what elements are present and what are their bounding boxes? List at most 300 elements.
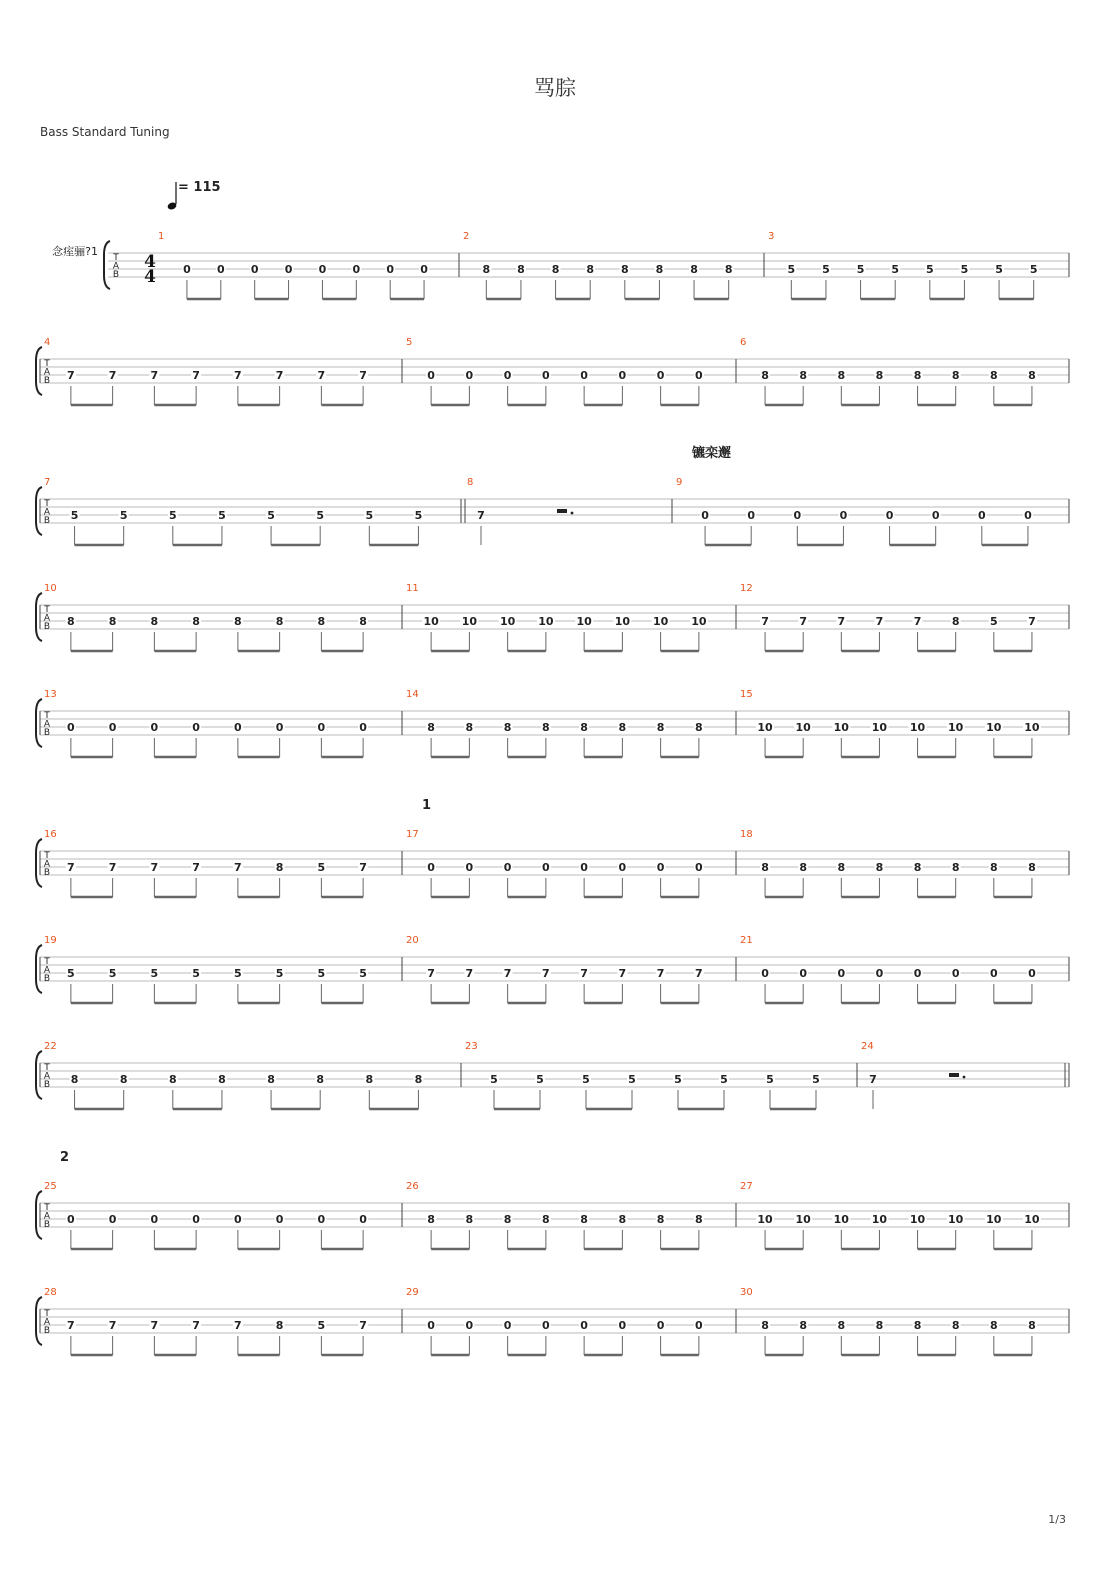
tab-note: 0: [275, 1213, 284, 1226]
tab-note: 0: [701, 509, 709, 522]
tab-note: 10: [948, 1213, 964, 1226]
tab-note: 8: [837, 369, 846, 382]
tab-note: 0: [656, 1319, 665, 1332]
tab-note: 0: [1024, 509, 1032, 522]
measure-number: 10: [44, 583, 57, 594]
tab-note: 8: [951, 861, 960, 874]
tab-note: 8: [267, 1073, 275, 1086]
tab-note: 8: [580, 721, 588, 734]
tab-note: 8: [724, 263, 733, 276]
tab-note: 10: [538, 615, 554, 628]
tab-note: 7: [108, 861, 117, 874]
tab-note: 8: [275, 1319, 284, 1332]
tab-note: 7: [234, 861, 242, 874]
time-signature-bottom: 4: [144, 267, 156, 287]
tab-note: 0: [695, 861, 703, 874]
tab-clef-letter: B: [43, 1080, 51, 1090]
tab-note: 0: [837, 967, 846, 980]
tab-note: 0: [108, 1213, 117, 1226]
tab-note: 0: [427, 369, 435, 382]
tab-note: 8: [503, 721, 512, 734]
tab-note: 10: [461, 615, 478, 628]
tab-note: 5: [108, 967, 117, 980]
measure-number: 20: [406, 935, 419, 946]
tab-note: 5: [925, 263, 934, 276]
tab-note: 0: [793, 509, 802, 522]
tab-note: 8: [656, 721, 665, 734]
tab-note: 8: [482, 263, 491, 276]
tab-note: 7: [427, 967, 435, 980]
tab-clef-letter: B: [43, 974, 51, 984]
tab-note: 8: [761, 369, 769, 382]
tab-clef-letter: B: [112, 270, 120, 280]
tab-note: 0: [465, 861, 474, 874]
tab-note: 8: [234, 615, 242, 628]
measure-number: 1: [158, 231, 165, 242]
tab-note: 0: [67, 1213, 75, 1226]
tab-note: 0: [695, 369, 703, 382]
measure-number: 16: [44, 829, 57, 840]
page-title: 骂腙: [534, 76, 576, 100]
measure-number: 28: [44, 1287, 57, 1298]
tab-note: 0: [427, 861, 435, 874]
tab-note: 7: [234, 1319, 242, 1332]
tab-note: 0: [542, 861, 550, 874]
tab-note: 8: [799, 1319, 808, 1332]
tab-note: 5: [787, 263, 796, 276]
tab-clef-letter: B: [43, 376, 51, 386]
measure-number: 15: [740, 689, 753, 700]
tab-note: 7: [150, 369, 159, 382]
tab-note: 7: [542, 967, 550, 980]
tab-note: 0: [465, 1319, 474, 1332]
tab-note: 7: [618, 967, 627, 980]
tab-note: 10: [986, 721, 1002, 734]
tab-note: 0: [695, 1319, 703, 1332]
tab-note: 8: [365, 1073, 374, 1086]
tab-note: 10: [757, 721, 773, 734]
tab-note: 7: [275, 369, 284, 382]
tab-note: 8: [799, 861, 808, 874]
tab-note: 5: [218, 509, 226, 522]
tab-note: 0: [284, 263, 293, 276]
tab-note: 5: [960, 263, 969, 276]
tab-note: 10: [871, 1213, 888, 1226]
tab-note: 0: [977, 509, 986, 522]
tab-note: 5: [628, 1073, 636, 1086]
system-bracket: [36, 1297, 42, 1345]
tab-note: 0: [150, 1213, 159, 1226]
tab-note: 7: [108, 1319, 117, 1332]
tab-note: 5: [536, 1073, 544, 1086]
tab-note: 8: [989, 369, 998, 382]
tab-note: 7: [108, 369, 117, 382]
system-bracket: [36, 945, 42, 993]
section-marker: 2: [60, 1150, 70, 1165]
tab-note: 0: [250, 263, 259, 276]
tab-note: 0: [503, 369, 512, 382]
tab-note: 8: [119, 1073, 128, 1086]
time-signature-top: 4: [144, 252, 156, 272]
measure-number: 7: [44, 477, 51, 488]
tab-note: 8: [690, 263, 698, 276]
tab-note: 8: [503, 1213, 512, 1226]
tab-note: 5: [70, 509, 79, 522]
tab-note: 8: [192, 615, 200, 628]
tab-note: 8: [618, 1213, 627, 1226]
tab-note: 0: [656, 369, 665, 382]
section-marker: 镳栾邂: [692, 446, 732, 461]
tab-note: 8: [656, 1213, 665, 1226]
tab-note: 7: [477, 509, 485, 522]
measure-number: 22: [44, 1041, 57, 1052]
tab-note: 8: [517, 263, 525, 276]
tab-note: 0: [192, 721, 200, 734]
tab-note: 7: [150, 1319, 159, 1332]
tab-note: 0: [108, 721, 117, 734]
tab-note: 0: [359, 721, 367, 734]
tab-note: 10: [423, 615, 439, 628]
tab-note: 10: [1024, 1213, 1040, 1226]
tab-clef-letter: A: [43, 859, 51, 870]
measure-number: 19: [44, 935, 57, 946]
tuning-label: Bass Standard Tuning: [40, 125, 170, 139]
tempo-value: = 115: [178, 180, 221, 195]
tab-clef-letter: A: [43, 1317, 51, 1328]
tab-note: 8: [913, 369, 922, 382]
system-bracket: [36, 839, 42, 887]
tab-note: 8: [108, 615, 117, 628]
tab-note: 5: [168, 509, 177, 522]
tab-note: 8: [317, 615, 326, 628]
tab-note: 0: [913, 967, 922, 980]
tab-note: 8: [799, 369, 808, 382]
measure-number: 27: [740, 1181, 753, 1192]
measure-number: 25: [44, 1181, 57, 1192]
tab-note: 0: [542, 1319, 550, 1332]
tab-note: 5: [766, 1073, 774, 1086]
tab-note: 8: [70, 1073, 79, 1086]
tab-note: 0: [580, 861, 588, 874]
tab-note: 0: [747, 509, 756, 522]
tab-note: 10: [833, 721, 849, 734]
tab-note: 5: [359, 967, 367, 980]
tab-note: 8: [542, 721, 550, 734]
tab-note: 8: [542, 1213, 550, 1226]
tab-note: 8: [150, 615, 159, 628]
tab-note: 5: [234, 967, 242, 980]
tab-note: 7: [875, 615, 884, 628]
tab-note: 7: [192, 861, 200, 874]
tab-clef-letter: A: [43, 613, 51, 624]
tab-note: 7: [67, 1319, 75, 1332]
tab-clef-letter: A: [43, 1071, 51, 1082]
measure-number: 30: [740, 1287, 753, 1298]
tab-note: 7: [799, 615, 808, 628]
half-rest: [557, 509, 567, 513]
tab-note: 0: [799, 967, 808, 980]
tab-note: 5: [119, 509, 128, 522]
tab-note: 8: [875, 861, 884, 874]
tab-note: 0: [317, 721, 326, 734]
tab-note: 0: [839, 509, 848, 522]
half-rest: [949, 1073, 959, 1077]
system-bracket: [36, 699, 42, 747]
tab-note: 0: [542, 369, 550, 382]
tab-note: 8: [1028, 861, 1036, 874]
tab-note: 0: [359, 1213, 367, 1226]
measure-number: 14: [406, 689, 419, 700]
tab-note: 0: [420, 263, 428, 276]
tab-note: 8: [580, 1213, 588, 1226]
tab-note: 10: [1024, 721, 1040, 734]
section-marker: 1: [422, 798, 432, 813]
measure-number: 18: [740, 829, 753, 840]
tab-clef-letter: T: [44, 359, 50, 369]
tab-note: 0: [503, 1319, 512, 1332]
dot: [571, 512, 574, 515]
tab-note: 5: [150, 967, 159, 980]
tab-note: 7: [869, 1073, 877, 1086]
tab-note: 7: [656, 967, 665, 980]
tab-note: 5: [67, 967, 75, 980]
tab-note: 10: [757, 1213, 773, 1226]
tab-note: 8: [913, 861, 922, 874]
tab-clef-letter: B: [43, 516, 51, 526]
tab-note: 8: [761, 1319, 769, 1332]
tab-note: 8: [316, 1073, 325, 1086]
tab-note: 7: [695, 967, 703, 980]
tab-clef-letter: T: [44, 499, 50, 509]
system-bracket: [104, 241, 110, 289]
page-number: 1/3: [1048, 1513, 1066, 1526]
tab-note: 7: [465, 967, 474, 980]
tab-note: 5: [317, 967, 326, 980]
tab-note: 5: [822, 263, 830, 276]
tab-note: 7: [913, 615, 922, 628]
tab-note: 5: [582, 1073, 590, 1086]
tab-note: 0: [618, 369, 627, 382]
tab-note: 0: [427, 1319, 435, 1332]
tab-note: 10: [614, 615, 631, 628]
tab-note: 8: [620, 263, 629, 276]
tab-note: 0: [318, 263, 327, 276]
tab-note: 10: [795, 1213, 811, 1226]
tab-note: 0: [951, 967, 960, 980]
measure-number: 8: [467, 477, 474, 488]
tab-clef-letter: T: [44, 1063, 50, 1073]
measure-number: 11: [406, 583, 419, 594]
tab-note: 0: [192, 1213, 200, 1226]
tab-note: 7: [359, 369, 367, 382]
tab-note: 7: [192, 1319, 200, 1332]
tab-note: 8: [875, 369, 884, 382]
tab-note: 10: [909, 721, 926, 734]
tab-clef-letter: B: [43, 1220, 51, 1230]
tab-note: 10: [576, 615, 592, 628]
measure-number: 23: [465, 1041, 478, 1052]
measure-number: 13: [44, 689, 57, 700]
tab-note: 8: [837, 1319, 846, 1332]
tab-note: 0: [656, 861, 665, 874]
tab-note: 8: [618, 721, 627, 734]
tab-note: 5: [674, 1073, 682, 1086]
tab-note: 7: [317, 369, 326, 382]
tab-note: 10: [691, 615, 707, 628]
measure-number: 9: [676, 477, 683, 488]
dot: [963, 1076, 966, 1079]
tab-note: 8: [1028, 1319, 1036, 1332]
tab-note: 0: [386, 263, 395, 276]
system-bracket: [36, 1191, 42, 1239]
tab-note: 8: [875, 1319, 884, 1332]
tab-note: 0: [580, 369, 588, 382]
tab-note: 10: [986, 1213, 1002, 1226]
tab-note: 8: [951, 369, 960, 382]
tab-note: 0: [234, 721, 242, 734]
tab-clef-letter: T: [113, 253, 119, 263]
tab-note: 8: [275, 615, 284, 628]
tab-note: 7: [359, 1319, 367, 1332]
tab-note: 8: [414, 1073, 423, 1086]
tab-note: 5: [414, 509, 423, 522]
tab-note: 8: [695, 1213, 703, 1226]
tab-note: 8: [67, 615, 75, 628]
tab-note: 8: [218, 1073, 226, 1086]
measure-number: 21: [740, 935, 753, 946]
tab-note: 7: [837, 615, 846, 628]
tab-note: 10: [499, 615, 516, 628]
tab-note: 8: [913, 1319, 922, 1332]
tab-note: 0: [67, 721, 75, 734]
tab-clef-letter: T: [44, 711, 50, 721]
tab-note: 0: [989, 967, 998, 980]
tab-note: 7: [67, 861, 75, 874]
tab-note: 7: [761, 615, 769, 628]
tab-note: 8: [465, 1213, 474, 1226]
tab-note: 0: [875, 967, 884, 980]
tab-clef-letter: B: [43, 868, 51, 878]
tab-note: 0: [275, 721, 284, 734]
tab-note: 10: [652, 615, 669, 628]
tab-note: 7: [67, 369, 75, 382]
tab-clef-letter: B: [43, 728, 51, 738]
measure-number: 26: [406, 1181, 419, 1192]
tab-clef-letter: B: [43, 1326, 51, 1336]
measure-number: 29: [406, 1287, 419, 1298]
tab-note: 0: [352, 263, 361, 276]
tab-clef-letter: T: [44, 1203, 50, 1213]
tab-note: 8: [168, 1073, 177, 1086]
tab-clef-letter: A: [112, 261, 120, 272]
tab-note: 0: [216, 263, 225, 276]
tab-note: 10: [948, 721, 964, 734]
tab-clef-letter: T: [44, 1309, 50, 1319]
tab-note: 7: [192, 369, 200, 382]
tab-note: 5: [490, 1073, 498, 1086]
tab-note: 8: [695, 721, 703, 734]
tab-note: 5: [365, 509, 374, 522]
tab-note: 5: [267, 509, 275, 522]
tab-clef-letter: A: [43, 1211, 51, 1222]
tab-note: 8: [837, 861, 846, 874]
tab-note: 8: [1028, 369, 1036, 382]
tab-note: 10: [909, 1213, 926, 1226]
tab-note: 0: [150, 721, 159, 734]
tab-note: 5: [317, 1319, 326, 1332]
tab-clef-letter: T: [44, 851, 50, 861]
tab-note: 8: [359, 615, 367, 628]
tab-note: 0: [465, 369, 474, 382]
measure-number: 6: [740, 337, 747, 348]
tab-note: 7: [359, 861, 367, 874]
track-name: 念痓骊?1: [52, 245, 98, 258]
tab-note: 7: [150, 861, 159, 874]
tab-note: 5: [856, 263, 865, 276]
tab-note: 0: [761, 967, 769, 980]
tab-note: 0: [234, 1213, 242, 1226]
system-bracket: [36, 1051, 42, 1099]
tab-note: 10: [871, 721, 888, 734]
tab-note: 8: [655, 263, 664, 276]
measure-number: 3: [768, 231, 775, 242]
tab-note: 7: [234, 369, 242, 382]
tab-note: 5: [316, 509, 325, 522]
tab-note: 8: [761, 861, 769, 874]
tab-note: 0: [317, 1213, 326, 1226]
tab-note: 5: [891, 263, 900, 276]
tab-note: 8: [989, 1319, 998, 1332]
tab-note: 5: [812, 1073, 820, 1086]
tab-note: 7: [580, 967, 588, 980]
tab-note: 10: [833, 1213, 849, 1226]
measure-number: 17: [406, 829, 419, 840]
tab-note: 0: [931, 509, 940, 522]
tab-note: 5: [192, 967, 200, 980]
tab-note: 5: [1029, 263, 1038, 276]
measure-number: 24: [861, 1041, 874, 1052]
tab-note: 0: [1028, 967, 1036, 980]
tab-note: 7: [503, 967, 512, 980]
system-bracket: [36, 487, 42, 535]
tab-note: 5: [275, 967, 284, 980]
tab-note: 0: [183, 263, 191, 276]
tab-note: 8: [989, 861, 998, 874]
tab-note: 0: [885, 509, 894, 522]
tab-note: 8: [951, 615, 960, 628]
tab-clef-letter: A: [43, 367, 51, 378]
tab-clef-letter: T: [44, 957, 50, 967]
tab-clef-letter: T: [44, 605, 50, 615]
tab-note: 10: [795, 721, 811, 734]
tab-note: 8: [275, 861, 284, 874]
tab-clef-letter: A: [43, 965, 51, 976]
tab-note: 8: [586, 263, 595, 276]
measure-number: 12: [740, 583, 753, 594]
tab-note: 0: [618, 861, 627, 874]
tab-note: 5: [720, 1073, 728, 1086]
tab-clef-letter: B: [43, 622, 51, 632]
tab-note: 8: [551, 263, 560, 276]
tab-note: 8: [951, 1319, 960, 1332]
tab-clef-letter: A: [43, 507, 51, 518]
measure-number: 5: [406, 337, 413, 348]
measure-number: 4: [44, 337, 51, 348]
tab-note: 5: [317, 861, 326, 874]
tab-note: 0: [618, 1319, 627, 1332]
tab-note: 8: [465, 721, 474, 734]
system-bracket: [36, 347, 42, 395]
